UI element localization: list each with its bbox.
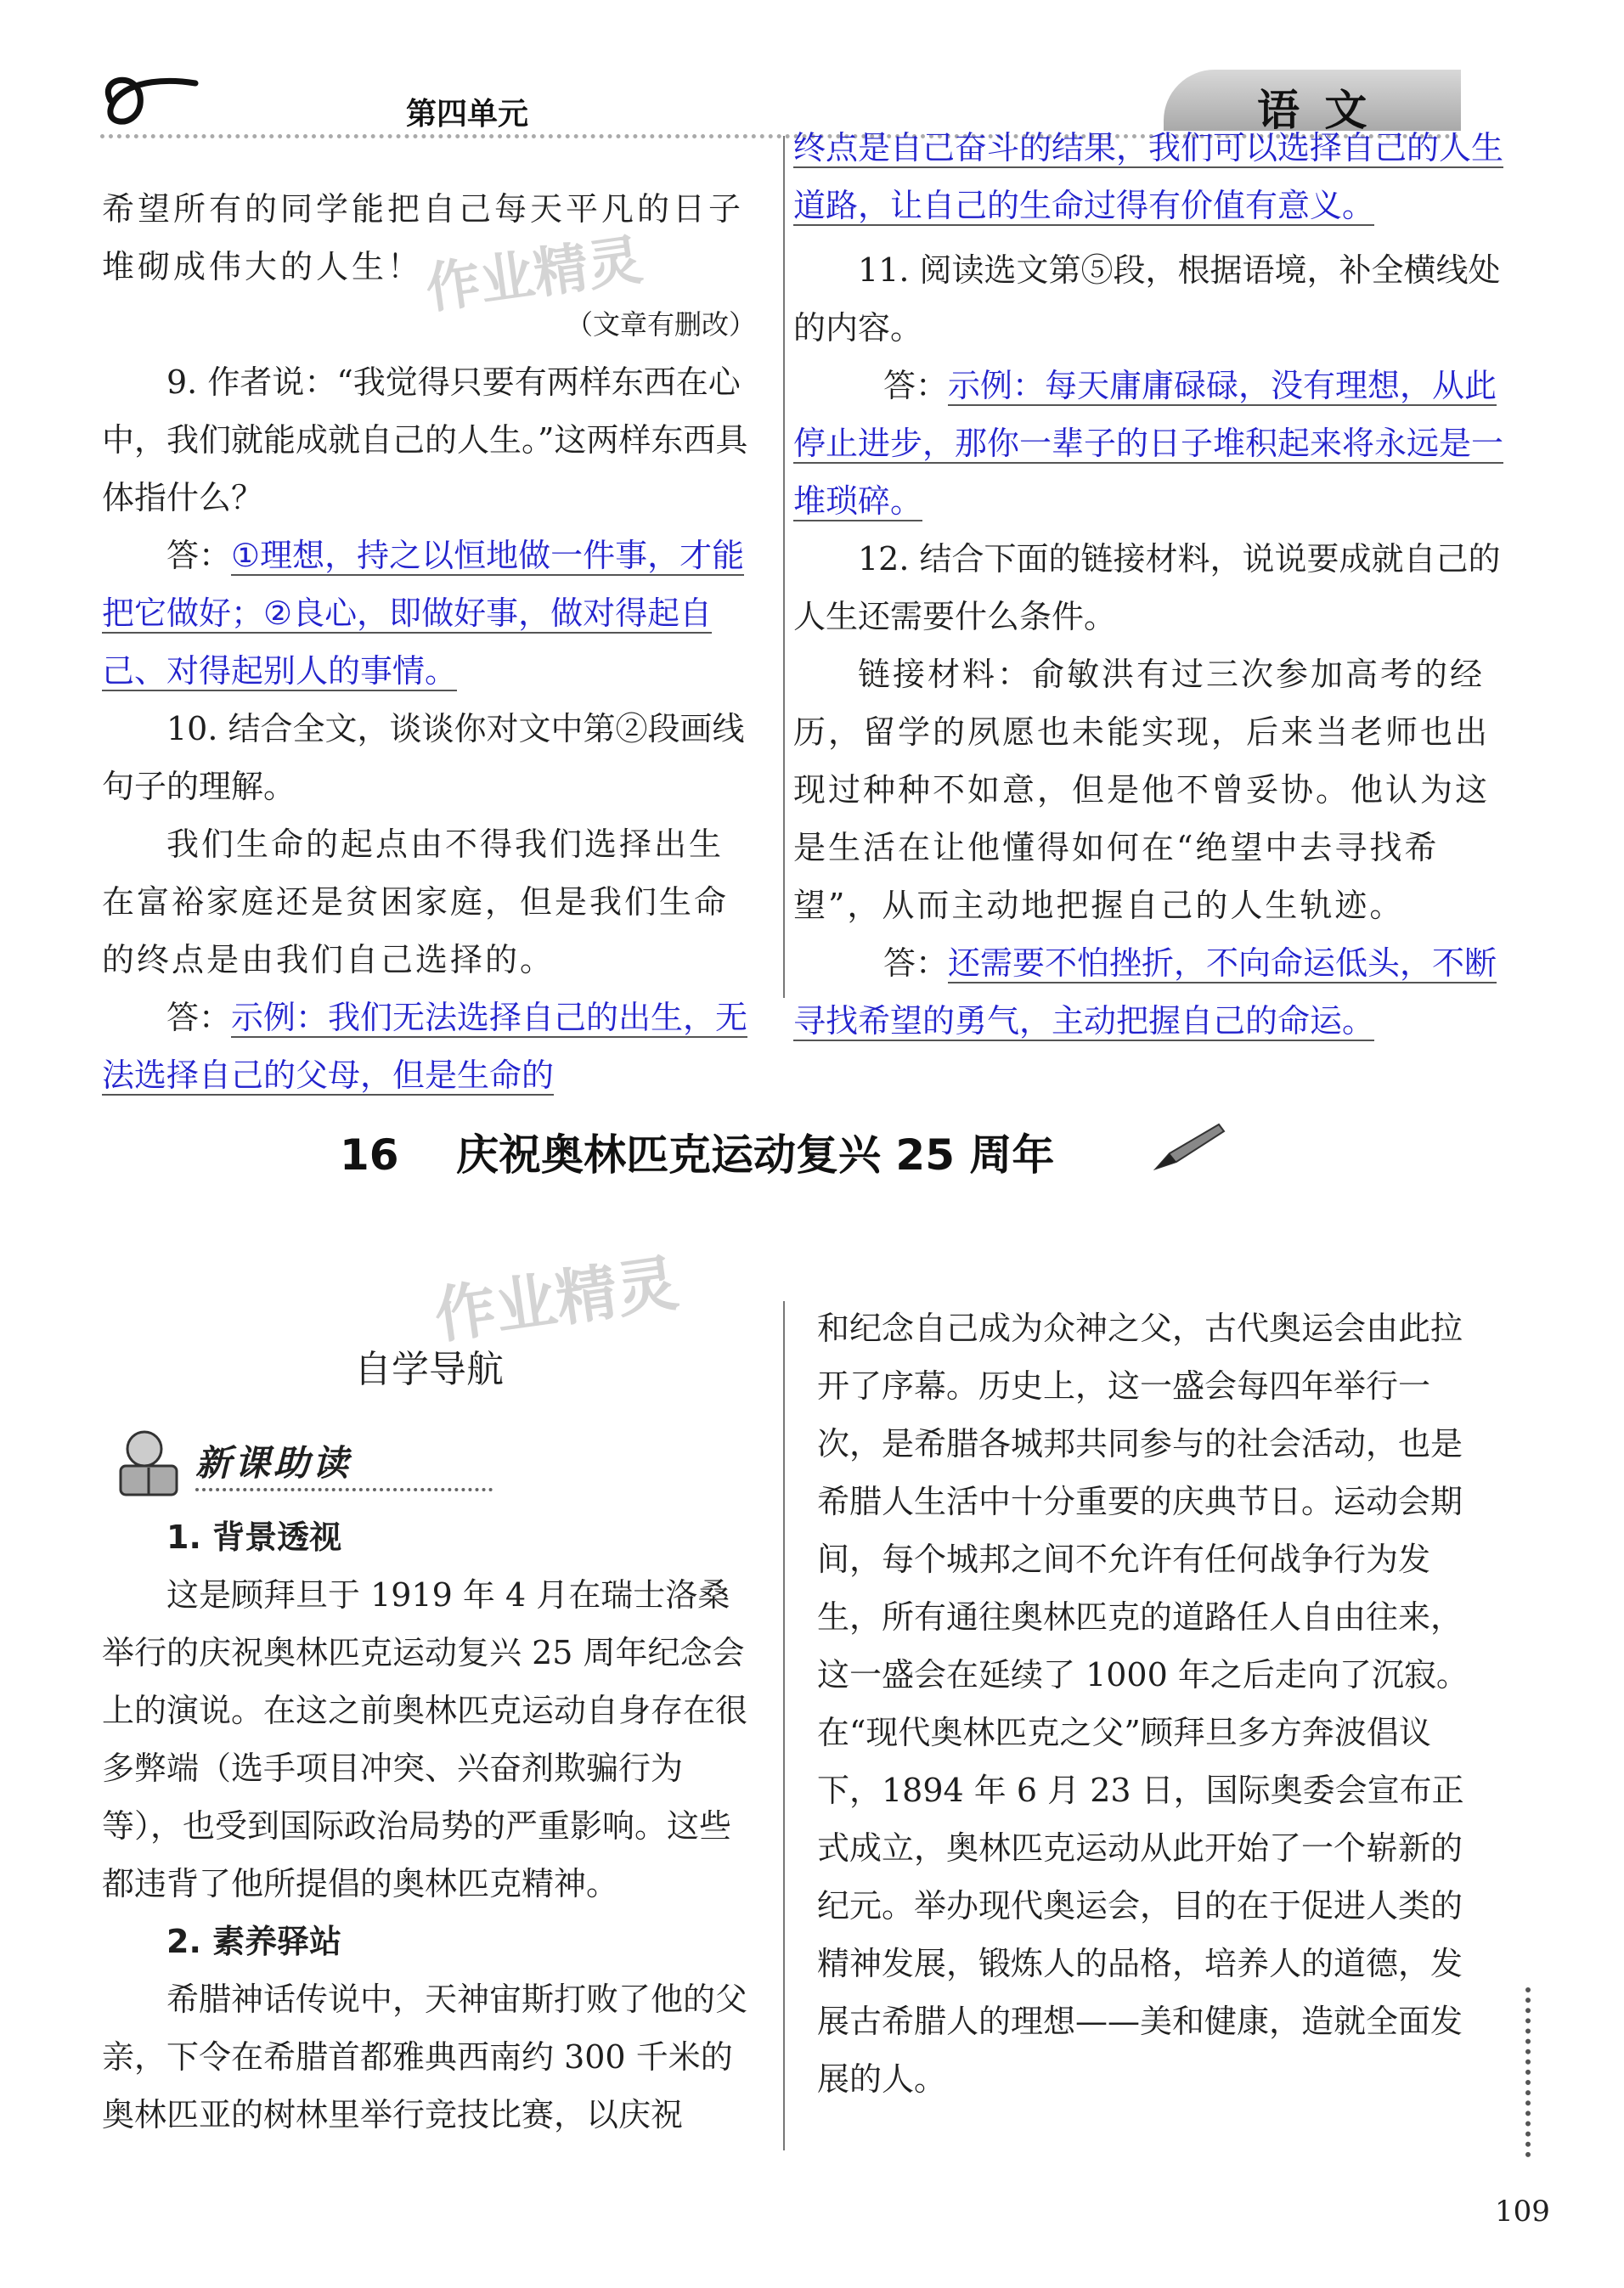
answer-9-prefix: 答：: [166, 537, 232, 574]
top-right-column: [793, 119, 1515, 1050]
question-10-quote: 我们生命的起点由不得我们选择出生在富裕家庭还是贫困家庭，但是我们生命的终点是由我们自己选择的。: [102, 826, 730, 978]
answer-11-text: 示例：每天庸庸碌碌，没有理想，从此停止进步，那你一辈子的日子堆积起来将永远是一堆琐碎。: [793, 367, 1504, 520]
bottom-left-column: [102, 1325, 756, 2144]
background-paragraph: 这是顾拜旦于 1919 年 4 月在瑞士洛桑举行的庆祝奥林匹克运动复兴 25 周年纪念会上的演说。在这之前奥林匹克运动自身存在很多弊端（选手项目冲突、兴奋剂欺骗行为等），也受到国际政治局势的严重影响。这些都违背了他所提倡的奥林匹克精神。: [102, 1576, 748, 1902]
pencil-icon: [1151, 1119, 1227, 1174]
heading-literacy: 2. 素养驿站: [166, 1923, 342, 1960]
answer-10-prefix: 答：: [166, 999, 232, 1036]
question-11: 11. 阅读选文第⑤段，根据语境，补全横线处的内容。: [793, 251, 1501, 347]
top-left-column: [102, 180, 756, 1104]
lesson-number: 16: [340, 1130, 399, 1180]
page-number: 109: [1495, 2195, 1550, 2229]
olympics-history-paragraph: 和纪念自己成为众神之父，古代奥运会由此拉开了序幕。历史上，这一盛会每四年举行一次，是希腊各城邦共同参与的社会活动，也是希腊人生活中十分重要的庆典节日。运动会期间，每个城邦之间不允许有任何战争行为发生，所有通往奥林匹克的道路任人自由往来，这一盛会在延续了 1000 年之后走向了沉寂。在“现代奥林匹克之父”顾拜旦多方奔波倡议下，1894 年 6 月 23 日，国际奥委会宣布正式成立，奥林匹克运动从此开始了一个崭新的纪元。举办现代奥运会，目的在于促进人类的精神发展，锻炼人的品格，培养人的道德，发展古希腊人的理想——美和健康，造就全面发展的人。: [817, 1310, 1469, 2098]
lesson-title: 庆祝奥林匹克运动复兴 25 周年: [456, 1130, 1055, 1180]
link-material: 链接材料：俞敏洪有过三次参加高考的经历，留学的夙愿也未能实现，后来当老师也出现过种种不如意，但是他不曾妥协。他认为这是生活在让他懂得如何在“绝望中去寻找希望”，从而主动地把握自己的人生轨迹。: [793, 656, 1491, 924]
answer-12: [793, 934, 1515, 1050]
new-lesson-badge: [102, 1427, 756, 1500]
answer-10-text: 示例：我们无法选择自己的出生，无法选择自己的父母，但是生命的: [102, 999, 748, 1094]
new-lesson-badge-text: 新课助读: [195, 1442, 352, 1484]
answer-10-continued-text: 终点是自己奋斗的结果，我们可以选择自己的人生道路，让自己的生命过得有价值有意义。: [793, 129, 1504, 224]
question-9: 9. 作者说：“我觉得只要有两样东西在心中，我们就能成就自己的人生。”这两样东西具体指什么？: [102, 363, 748, 516]
answer-11-prefix: 答：: [883, 367, 949, 404]
literacy-paragraph: 希腊神话传说中，天神宙斯打败了他的父亲，下令在希腊首都雅典西南约 300 千米的奥林匹亚的树林里举行竞技比赛，以庆祝: [102, 1981, 748, 2133]
answer-10-continued: [793, 119, 1515, 234]
column-divider-top: [783, 136, 785, 998]
section-title: 自学导航: [354, 1348, 504, 1391]
column-divider-bottom: [783, 1301, 785, 2150]
answer-10: [102, 989, 756, 1104]
badge-underline: [195, 1488, 493, 1491]
page-side-dots: [1525, 1987, 1531, 2157]
watermark-top: 作业精灵: [421, 228, 646, 322]
answer-9-text: ①理想，持之以恒地做一件事，才能把它做好；②良心，即做好事，做对得起自己、对得起别人的事情。: [102, 537, 745, 690]
subject-label: 语 文: [1257, 86, 1373, 135]
answer-9: [102, 527, 756, 700]
answer-12-prefix: 答：: [883, 944, 949, 982]
unit-label: 第四单元: [406, 97, 529, 132]
answer-12-text: 还需要不怕挫折，不向命运低头，不断寻找希望的勇气，主动把握自己的命运。: [793, 944, 1497, 1040]
para-end: 希望所有的同学能把自己每天平凡的日子堆砌成伟大的人生！: [102, 190, 745, 285]
source-note: （文章有删改）: [565, 308, 756, 341]
lesson-heading: [340, 1121, 1054, 1182]
question-10: 10. 结合全文，谈谈你对文中第②段画线句子的理解。: [102, 710, 745, 805]
watermark-middle: 作业精灵: [430, 1247, 683, 1352]
heading-background: 1. 背景透视: [166, 1519, 342, 1556]
unit-ornament-icon: [93, 66, 204, 134]
reading-child-icon: [102, 1427, 195, 1500]
question-12: 12. 结合下面的链接材料，说说要成就自己的人生还需要什么条件。: [793, 540, 1501, 635]
bottom-right-column: [817, 1299, 1471, 2108]
answer-11: [793, 357, 1515, 530]
